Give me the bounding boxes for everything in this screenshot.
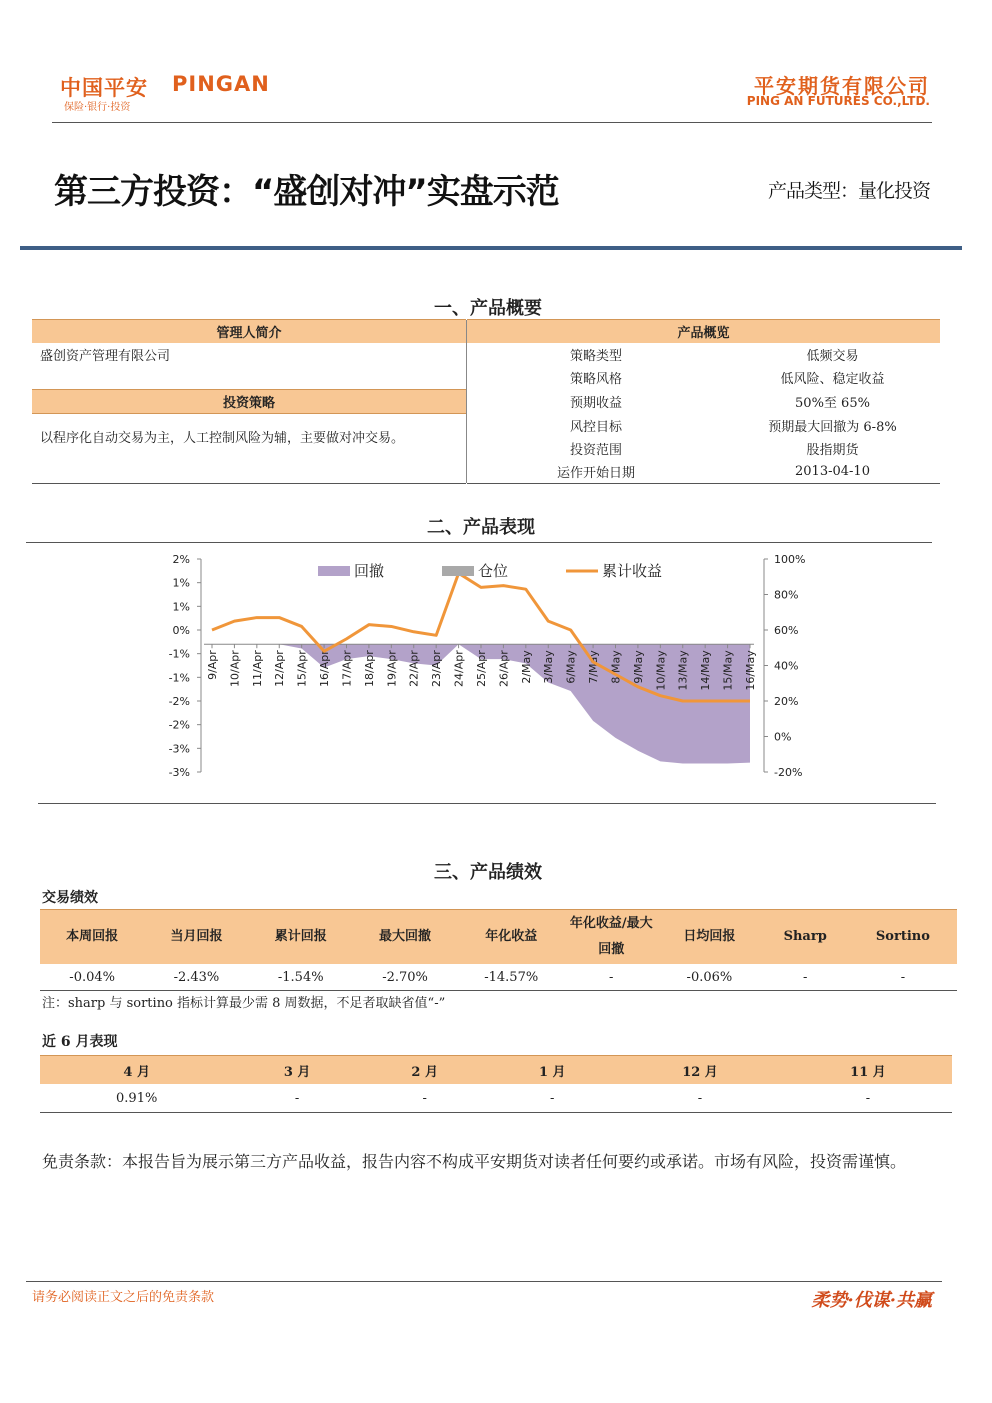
strategy-text: 以程序化自动交易为主，人工控制风险为辅，主要做对冲交易。: [40, 431, 405, 447]
perf-value: -2.43%: [144, 964, 248, 991]
overview-value: 预期最大回撤为 6-8%: [768, 419, 897, 435]
performance-chart: [0, 545, 992, 800]
perf-header: Sortino: [849, 910, 957, 965]
right-axis-tick-label: 0%: [774, 730, 792, 744]
overview-label: 运作开始日期: [467, 460, 725, 484]
left-axis-tick-label: -3%: [168, 742, 190, 756]
month-header: 11 月: [784, 1056, 952, 1085]
perf-value: -: [565, 964, 657, 991]
overview-label: 风控目标: [569, 419, 622, 435]
x-axis-tick-label: 8/May: [609, 650, 623, 684]
month-header: 3 月: [233, 1056, 361, 1085]
overview-label: 策略类型: [569, 349, 622, 364]
disclaimer: 免责条款：本报告旨为展示第三方产品收益，报告内容不构成平安期货对读者任何要约或承诺。市场有风险，投资需谨慎。: [42, 1152, 907, 1171]
x-axis-tick-label: 15/May: [721, 650, 735, 691]
left-axis-tick-label: 2%: [172, 553, 190, 566]
x-axis-tick-label: 10/May: [654, 650, 668, 691]
right-axis-tick-label: 20%: [774, 695, 799, 708]
x-axis-tick-label: 10/Apr: [228, 650, 242, 687]
strategy-header: 投资策略: [32, 390, 466, 414]
x-axis-tick-label: 26/Apr: [497, 650, 511, 687]
overview-value: 50%至 65%: [795, 396, 870, 411]
right-axis-tick-label: 60%: [774, 624, 799, 637]
perf-header: 日均回报: [657, 910, 761, 965]
perf-header: Sharp: [762, 910, 849, 965]
footer-slogan: 柔势·伐谋·共赢: [811, 1290, 932, 1311]
x-axis-tick-label: 18/Apr: [362, 650, 376, 687]
x-axis-tick-label: 6/May: [564, 650, 578, 684]
manager-name: 盛创资产管理有限公司: [40, 349, 171, 364]
left-axis-tick-label: -2%: [168, 695, 190, 708]
logo-cn: 中国平安: [60, 76, 148, 100]
perf-label: 交易绩效: [42, 890, 98, 906]
performance-table: [40, 909, 957, 991]
manager-header: 管理人简介: [32, 320, 466, 344]
month-value: -: [784, 1084, 952, 1113]
perf-note: 注：sharp 与 sortino 指标计算最少需 8 周数据，不足者取缺省值“-”: [42, 996, 446, 1011]
left-axis-tick-label: -1%: [168, 671, 190, 685]
x-axis-tick-label: 24/Apr: [452, 650, 466, 687]
x-axis-tick-label: 13/May: [676, 650, 690, 691]
month-value: -: [488, 1084, 616, 1113]
month-value: 0.91%: [40, 1084, 233, 1113]
company-name-cn: 平安期货有限公司: [754, 74, 930, 98]
left-axis-tick-label: -2%: [168, 718, 190, 732]
perf-header: 累计回报: [249, 910, 353, 965]
perf-header: 年化收益/最大回撤: [565, 910, 657, 965]
x-axis-tick-label: 23/Apr: [430, 650, 444, 687]
company-name-en: PING AN FUTURES CO.,LTD.: [746, 94, 930, 108]
x-axis-tick-label: 14/May: [699, 650, 713, 691]
section1-title: 一、产品概要: [434, 298, 542, 319]
x-axis-tick-label: 2/May: [519, 650, 533, 684]
overview-header: 产品概览: [467, 320, 940, 344]
legend-label: 仓位: [478, 562, 509, 580]
x-axis-tick-label: 11/Apr: [250, 650, 264, 687]
chart-bottom-rule: [38, 803, 936, 804]
section3-title: 三、产品绩效: [434, 862, 542, 883]
month-header: 12 月: [616, 1056, 784, 1085]
perf-value: -: [762, 964, 849, 991]
left-axis-tick-label: -1%: [168, 647, 190, 661]
perf-value: -14.57%: [457, 964, 565, 991]
perf-header: 年化收益: [457, 910, 565, 965]
month-header: 2 月: [361, 1056, 489, 1085]
overview-value: 股指期货: [806, 442, 859, 458]
page-title: 第三方投资：“盛创对冲”实盘示范: [54, 172, 559, 212]
overview-value: 低频交易: [806, 349, 859, 364]
x-axis-tick-label: 25/Apr: [475, 650, 488, 687]
overview-value: 低风险、稳定收益: [780, 372, 885, 388]
logo-en: PINGAN: [172, 72, 270, 96]
x-axis-tick-label: 7/May: [587, 650, 601, 684]
overview-label: 投资范围: [569, 442, 622, 458]
legend-label: 累计收益: [602, 562, 663, 580]
legend-label: 回撤: [354, 562, 385, 580]
perf-value: -1.54%: [249, 964, 353, 991]
product-type: 产品类型：量化投资: [767, 180, 930, 202]
footer-divider: [26, 1281, 942, 1282]
section2-title: 二、产品表现: [427, 517, 535, 538]
month-value: -: [616, 1084, 784, 1113]
x-axis-tick-label: 16/May: [744, 650, 757, 691]
month-value: -: [361, 1084, 489, 1113]
overview-value: 2013-04-10: [725, 460, 940, 484]
chart-top-rule: [26, 542, 932, 543]
monthly-table: [40, 1055, 952, 1113]
x-axis-tick-label: 12/Apr: [273, 650, 287, 687]
perf-header: 最大回撤: [353, 910, 457, 965]
perf-header: 本周回报: [40, 910, 144, 965]
x-axis-tick-label: 19/Apr: [385, 650, 399, 687]
left-axis-tick-label: -3%: [168, 766, 190, 779]
month-header: 4 月: [40, 1056, 233, 1085]
right-axis-tick-label: 80%: [774, 588, 799, 602]
right-axis-tick-label: 100%: [774, 553, 806, 566]
overview-table: [32, 319, 940, 484]
perf-value: -0.06%: [657, 964, 761, 991]
footer-note: 请务必阅读正文之后的免责条款: [32, 1290, 215, 1305]
x-axis-tick-label: 9/May: [631, 650, 645, 684]
legend-swatch: [442, 566, 474, 576]
legend-swatch: [318, 566, 350, 576]
title-divider: [20, 246, 962, 250]
header-divider: [52, 122, 932, 123]
x-axis-tick-label: 9/Apr: [206, 650, 219, 680]
x-axis-tick-label: 16/Apr: [318, 650, 332, 687]
logo-subtitle: 保险·银行·投资: [64, 102, 131, 113]
left-axis-tick-label: 0%: [172, 624, 190, 637]
perf-value: -2.70%: [353, 964, 457, 991]
overview-label: 策略风格: [569, 372, 622, 388]
perf-value: -: [849, 964, 957, 991]
month-header: 1 月: [488, 1056, 616, 1085]
left-axis-tick-label: 1%: [172, 600, 190, 614]
x-axis-tick-label: 15/Apr: [295, 650, 309, 687]
months-label: 近 6 月表现: [42, 1034, 118, 1050]
x-axis-tick-label: 22/Apr: [407, 650, 421, 687]
month-value: -: [233, 1084, 361, 1113]
x-axis-tick-label: 3/May: [542, 650, 556, 684]
perf-header: 当月回报: [144, 910, 248, 965]
right-axis-tick-label: 40%: [774, 659, 799, 673]
perf-value: -0.04%: [40, 964, 144, 991]
left-axis-tick-label: 1%: [172, 576, 190, 590]
overview-label: 预期收益: [569, 396, 622, 411]
x-axis-tick-label: 17/Apr: [340, 650, 354, 687]
right-axis-tick-label: -20%: [774, 766, 803, 779]
